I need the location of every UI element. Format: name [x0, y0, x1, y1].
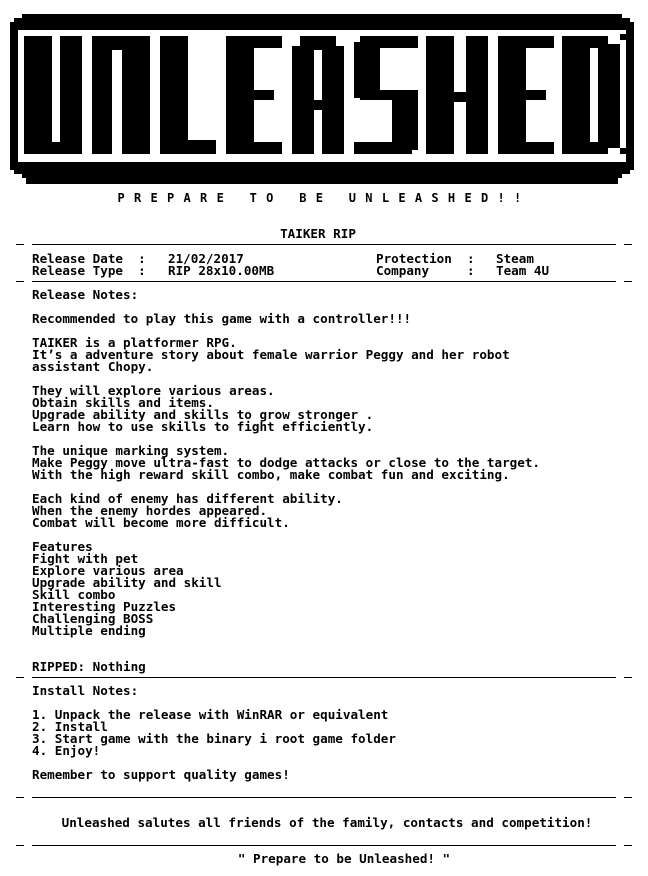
release-title: TAIKER RIP: [280, 226, 356, 241]
divider: [32, 281, 616, 282]
note-line: Make Peggy move ultra-fast to dodge attacks or close to the target.: [32, 455, 540, 470]
feature-item: Challenging BOSS: [32, 611, 154, 626]
tagline: PREPARE TO BE UNLEASHED!!: [117, 191, 531, 205]
rule-tick: [624, 677, 632, 678]
feature-item: Fight with pet: [32, 551, 139, 566]
rule-tick: [16, 281, 24, 282]
note-line: Combat will become more difficult.: [32, 515, 290, 530]
release-type-value: RIP 28x10.00MB: [168, 263, 275, 278]
feature-item: Multiple ending: [32, 623, 146, 638]
release-date-value: 21/02/2017: [168, 251, 244, 266]
note-line: Each kind of enemy has different ability.: [32, 491, 343, 506]
company-value: Team 4U: [496, 263, 550, 278]
support-reminder: Remember to support quality games!: [32, 767, 290, 782]
protection-value: Steam: [496, 251, 534, 266]
feature-item: Skill combo: [32, 587, 116, 602]
divider: [32, 677, 616, 678]
release-date-label: Release Date :: [32, 251, 146, 266]
feature-item: Explore various area: [32, 563, 184, 578]
note-line: They will explore various areas.: [32, 383, 275, 398]
footer-slogan: " Prepare to be Unleashed! ": [237, 851, 451, 866]
rule-tick: [16, 677, 24, 678]
note-line: When the enemy hordes appeared.: [32, 503, 268, 518]
release-notes-heading: Release Notes:: [32, 287, 139, 302]
install-step: 3. Start game with the binary i root game folder: [32, 731, 396, 746]
install-step: 4. Enjoy!: [32, 743, 101, 758]
note-line: TAIKER is a platformer RPG.: [32, 335, 237, 350]
rule-tick: [624, 281, 632, 282]
note-line: Obtain skills and items.: [32, 395, 214, 410]
note-line: Upgrade ability and skills to grow stronger .: [32, 407, 374, 422]
feature-item: Interesting Puzzles: [32, 599, 177, 614]
greetings: Unleashed salutes all friends of the family, contacts and competition!: [61, 815, 593, 830]
note-line: assistant Chopy.: [32, 359, 154, 374]
rule-tick: [624, 797, 632, 798]
divider: [32, 797, 616, 798]
feature-item: Upgrade ability and skill: [32, 575, 222, 590]
note-line: With the high reward skill combo, make combat fun and exciting.: [32, 467, 510, 482]
note-line: The unique marking system.: [32, 443, 230, 458]
protection-label: Protection :: [376, 251, 475, 266]
install-step: 1. Unpack the release with WinRAR or equivalent: [32, 707, 389, 722]
rule-tick: [16, 797, 24, 798]
rule-tick: [16, 845, 24, 846]
unleashed-logo: [10, 14, 634, 186]
note-line: Learn how to use skills to fight efficiently.: [32, 419, 374, 434]
rule-tick: [624, 244, 632, 245]
rule-tick: [16, 244, 24, 245]
release-type-label: Release Type :: [32, 263, 146, 278]
ripped-line: RIPPED: Nothing: [32, 659, 146, 674]
rule-tick: [624, 845, 632, 846]
install-step: 2. Install: [32, 719, 108, 734]
divider: [32, 845, 616, 846]
company-label: Company :: [376, 263, 475, 278]
install-notes-heading: Install Notes:: [32, 683, 139, 698]
features-heading: Features: [32, 539, 93, 554]
note-line: It’s a adventure story about female warrior Peggy and her robot: [32, 347, 510, 362]
divider: [32, 244, 616, 245]
note-line: Recommended to play this game with a controller!!!: [32, 311, 412, 326]
